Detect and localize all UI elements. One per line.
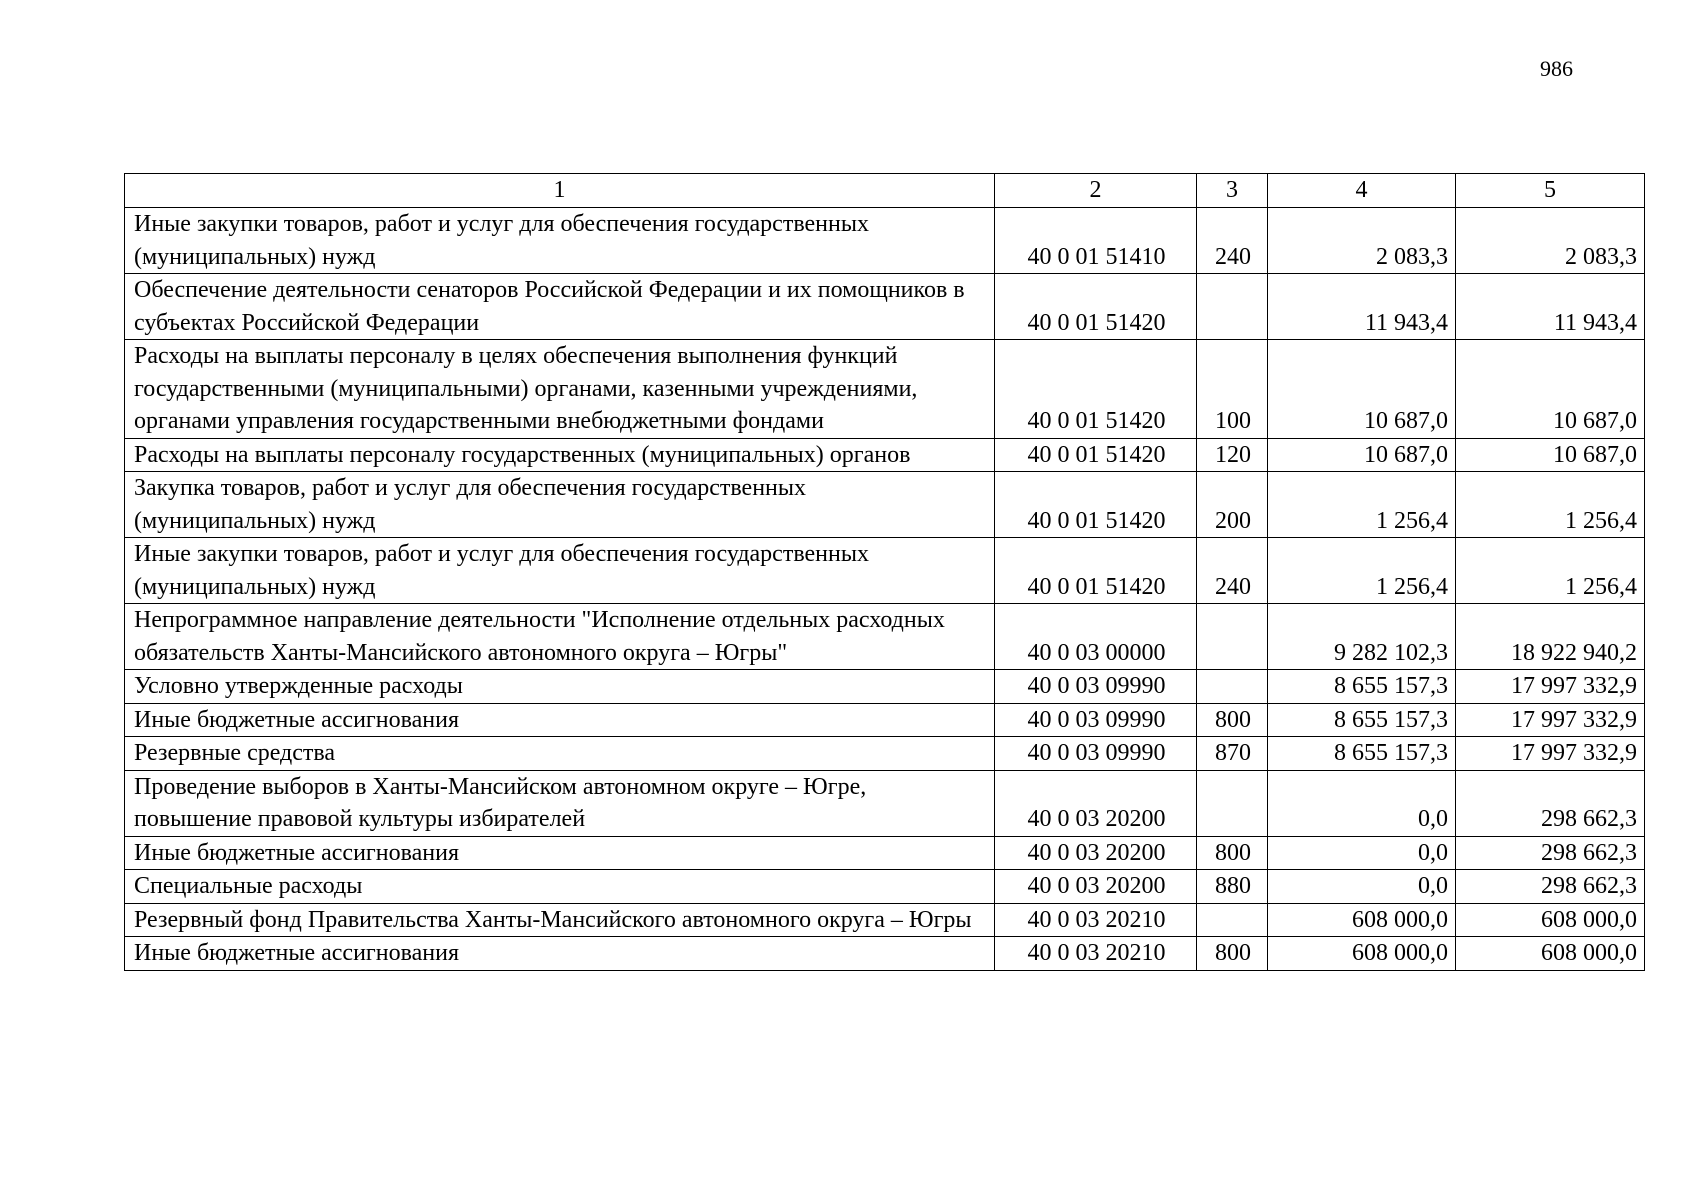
table-row	[125, 208, 1645, 274]
row-name-cell: Иные закупки товаров, работ и услуг для обеспечения государственных (муниципальных) нужд	[125, 208, 995, 274]
column-header-1: 1	[125, 174, 995, 208]
table-row	[125, 604, 1645, 670]
row-value-4-cell: 10 687,0	[1268, 340, 1456, 439]
row-value-5-cell: 1 256,4	[1456, 538, 1645, 604]
row-name-cell: Расходы на выплаты персоналу в целях обеспечения выполнения функций государственными (муниципальными) органами, казенными учреждениями, органами управления государственными внебюджетными фондами	[125, 340, 995, 439]
row-value-5-cell: 298 662,3	[1456, 870, 1645, 904]
table-row	[125, 737, 1645, 771]
table-row	[125, 903, 1645, 937]
row-code-cell: 40 0 03 09990	[995, 703, 1197, 737]
table-row	[125, 670, 1645, 704]
row-value-4-cell: 0,0	[1268, 870, 1456, 904]
row-name-cell: Проведение выборов в Ханты-Мансийском автономном округе – Югре, повышение правовой культуры избирателей	[125, 770, 995, 836]
row-value-4-cell: 0,0	[1268, 836, 1456, 870]
row-code-cell: 40 0 03 20200	[995, 836, 1197, 870]
row-value-5-cell: 17 997 332,9	[1456, 670, 1645, 704]
column-header-5: 5	[1456, 174, 1645, 208]
row-value-4-cell: 1 256,4	[1268, 538, 1456, 604]
row-name-cell: Резервные средства	[125, 737, 995, 771]
row-name-cell: Закупка товаров, работ и услуг для обеспечения государственных (муниципальных) нужд	[125, 472, 995, 538]
row-type-cell: 120	[1197, 438, 1268, 472]
row-name-cell: Обеспечение деятельности сенаторов Российской Федерации и их помощников в субъектах Российской Федерации	[125, 274, 995, 340]
page-number: 986	[1540, 56, 1573, 81]
row-type-cell	[1197, 604, 1268, 670]
row-value-5-cell: 11 943,4	[1456, 274, 1645, 340]
row-code-cell: 40 0 01 51420	[995, 340, 1197, 439]
row-type-cell: 240	[1197, 208, 1268, 274]
table-row	[125, 340, 1645, 439]
row-name-cell: Непрограммное направление деятельности "Исполнение отдельных расходных обязательств Ханты-Мансийского автономного округа – Югры"	[125, 604, 995, 670]
row-value-4-cell: 0,0	[1268, 770, 1456, 836]
row-code-cell: 40 0 01 51420	[995, 538, 1197, 604]
row-code-cell: 40 0 03 20200	[995, 870, 1197, 904]
table-row	[125, 836, 1645, 870]
table-row	[125, 538, 1645, 604]
table-row	[125, 703, 1645, 737]
row-value-5-cell: 608 000,0	[1456, 937, 1645, 971]
row-value-4-cell: 1 256,4	[1268, 472, 1456, 538]
row-type-cell: 880	[1197, 870, 1268, 904]
table-row	[125, 438, 1645, 472]
row-type-cell	[1197, 274, 1268, 340]
table-row	[125, 472, 1645, 538]
row-value-4-cell: 8 655 157,3	[1268, 670, 1456, 704]
row-type-cell: 800	[1197, 836, 1268, 870]
row-type-cell: 240	[1197, 538, 1268, 604]
row-name-cell: Специальные расходы	[125, 870, 995, 904]
table-row	[125, 770, 1645, 836]
row-type-cell	[1197, 670, 1268, 704]
row-name-cell: Иные бюджетные ассигнования	[125, 836, 995, 870]
table-body	[125, 208, 1645, 971]
row-code-cell: 40 0 03 00000	[995, 604, 1197, 670]
row-code-cell: 40 0 01 51420	[995, 438, 1197, 472]
row-value-4-cell: 9 282 102,3	[1268, 604, 1456, 670]
row-code-cell: 40 0 01 51420	[995, 274, 1197, 340]
row-type-cell	[1197, 903, 1268, 937]
row-code-cell: 40 0 03 09990	[995, 737, 1197, 771]
row-name-cell: Иные бюджетные ассигнования	[125, 703, 995, 737]
row-code-cell: 40 0 03 20210	[995, 903, 1197, 937]
row-name-cell: Расходы на выплаты персоналу государственных (муниципальных) органов	[125, 438, 995, 472]
row-code-cell: 40 0 03 20200	[995, 770, 1197, 836]
row-name-cell: Иные закупки товаров, работ и услуг для обеспечения государственных (муниципальных) нужд	[125, 538, 995, 604]
row-value-5-cell: 2 083,3	[1456, 208, 1645, 274]
table-row	[125, 937, 1645, 971]
row-type-cell: 800	[1197, 703, 1268, 737]
table-header-row	[125, 174, 1645, 208]
row-type-cell: 800	[1197, 937, 1268, 971]
row-type-cell: 870	[1197, 737, 1268, 771]
row-value-4-cell: 608 000,0	[1268, 937, 1456, 971]
column-header-2: 2	[995, 174, 1197, 208]
row-value-4-cell: 8 655 157,3	[1268, 703, 1456, 737]
row-value-5-cell: 17 997 332,9	[1456, 703, 1645, 737]
row-value-5-cell: 608 000,0	[1456, 903, 1645, 937]
row-value-4-cell: 10 687,0	[1268, 438, 1456, 472]
column-header-4: 4	[1268, 174, 1456, 208]
row-value-5-cell: 1 256,4	[1456, 472, 1645, 538]
column-header-3: 3	[1197, 174, 1268, 208]
row-type-cell	[1197, 770, 1268, 836]
row-code-cell: 40 0 01 51410	[995, 208, 1197, 274]
row-value-5-cell: 298 662,3	[1456, 836, 1645, 870]
row-value-5-cell: 10 687,0	[1456, 340, 1645, 439]
table-row	[125, 870, 1645, 904]
row-value-5-cell: 18 922 940,2	[1456, 604, 1645, 670]
row-value-4-cell: 608 000,0	[1268, 903, 1456, 937]
row-type-cell: 200	[1197, 472, 1268, 538]
row-value-4-cell: 2 083,3	[1268, 208, 1456, 274]
row-value-4-cell: 11 943,4	[1268, 274, 1456, 340]
row-name-cell: Резервный фонд Правительства Ханты-Мансийского автономного округа – Югры	[125, 903, 995, 937]
row-name-cell: Условно утвержденные расходы	[125, 670, 995, 704]
row-code-cell: 40 0 03 20210	[995, 937, 1197, 971]
row-value-5-cell: 298 662,3	[1456, 770, 1645, 836]
row-value-4-cell: 8 655 157,3	[1268, 737, 1456, 771]
row-name-cell: Иные бюджетные ассигнования	[125, 937, 995, 971]
row-code-cell: 40 0 03 09990	[995, 670, 1197, 704]
row-type-cell: 100	[1197, 340, 1268, 439]
row-value-5-cell: 10 687,0	[1456, 438, 1645, 472]
row-value-5-cell: 17 997 332,9	[1456, 737, 1645, 771]
table-row	[125, 274, 1645, 340]
budget-table	[124, 173, 1645, 971]
row-code-cell: 40 0 01 51420	[995, 472, 1197, 538]
